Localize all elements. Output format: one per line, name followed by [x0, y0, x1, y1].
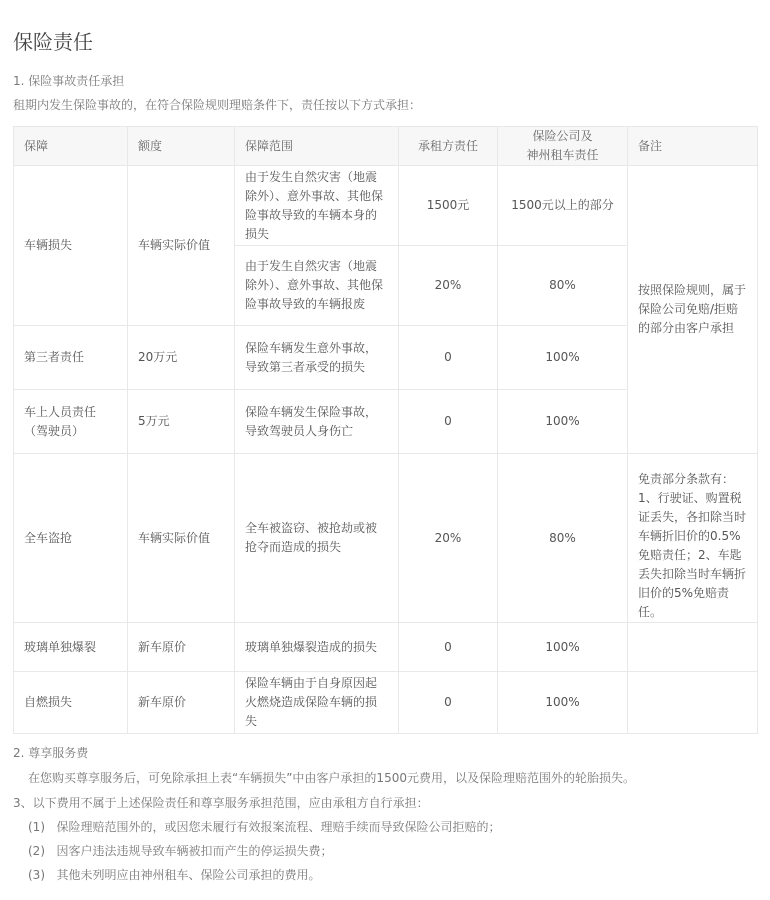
header-insurer	[498, 127, 628, 166]
cell-limit: 5万元	[128, 390, 235, 454]
cell-scope: 保险车辆由于自身原因起火燃烧造成保险车辆的损失	[235, 672, 399, 734]
cell-renter: 20%	[399, 246, 498, 326]
cell-insurer: 100%	[498, 390, 628, 454]
cell-note-empty	[628, 623, 758, 672]
cell-note-empty	[628, 672, 758, 734]
section2-heading: 2. 尊享服务费	[13, 746, 89, 760]
table-row	[14, 166, 758, 246]
cell-insurer: 80%	[498, 454, 628, 623]
cell-limit: 20万元	[128, 326, 235, 390]
page-title: 保险责任	[13, 30, 93, 54]
cell-limit: 新车原价	[128, 672, 235, 734]
cell-coverage: 自燃损失	[14, 672, 128, 734]
header-note: 备注	[628, 127, 758, 166]
cell-limit: 车辆实际价值	[128, 166, 235, 326]
section3-item: (2) 因客户违法违规导致车辆被扣而产生的停运损失费；	[28, 844, 333, 858]
cell-limit: 车辆实际价值	[128, 454, 235, 623]
table-header-row	[14, 127, 758, 166]
cell-limit: 新车原价	[128, 623, 235, 672]
cell-renter: 1500元	[399, 166, 498, 246]
section3-item: (1) 保险理赔范围外的，或因您未履行有效报案流程、理赔手续而导致保险公司拒赔的；	[28, 820, 501, 834]
cell-scope: 由于发生自然灾害（地震除外）、意外事故、其他保险事故导致的车辆本身的损失	[235, 166, 399, 246]
cell-coverage: 第三者责任	[14, 326, 128, 390]
cell-coverage: 玻璃单独爆裂	[14, 623, 128, 672]
cell-renter: 20%	[399, 454, 498, 623]
section3-heading: 3、以下费用不属于上述保险责任和尊享服务承担范围，应由承租方自行承担：	[13, 796, 429, 810]
cell-insurer: 1500元以上的部分	[498, 166, 628, 246]
cell-coverage: 车辆损失	[14, 166, 128, 326]
section2-body: 在您购买尊享服务后，可免除承担上表“车辆损失”中由客户承担的1500元费用，以及保险理赔范围外的轮胎损失。	[28, 771, 635, 785]
cell-insurer: 80%	[498, 246, 628, 326]
header-coverage: 保障	[14, 127, 128, 166]
header-renter: 承租方责任	[399, 127, 498, 166]
insurance-table	[13, 126, 758, 734]
cell-scope: 保险车辆发生保险事故，导致驾驶员人身伤亡	[235, 390, 399, 454]
cell-scope: 全车被盗窃、被抢劫或被抢夺而造成的损失	[235, 454, 399, 623]
cell-insurer: 100%	[498, 623, 628, 672]
cell-insurer: 100%	[498, 672, 628, 734]
header-insurer-line1: 保险公司及	[532, 129, 593, 143]
section3-item: (3) 其他未列明应由神州租车、保险公司承担的费用。	[28, 868, 321, 882]
table-row	[14, 454, 758, 623]
header-limit: 额度	[128, 127, 235, 166]
cell-coverage: 车上人员责任（驾驶员）	[14, 390, 128, 454]
header-insurer-line2: 神州租车责任	[526, 148, 599, 162]
cell-scope: 玻璃单独爆裂造成的损失	[235, 623, 399, 672]
header-scope: 保障范围	[235, 127, 399, 166]
cell-renter: 0	[399, 672, 498, 734]
cell-coverage: 全车盗抢	[14, 454, 128, 623]
section1-heading: 1. 保险事故责任承担	[13, 74, 125, 88]
cell-shared-note: 按照保险规则，属于保险公司免赔/拒赔的部分由客户承担	[628, 166, 758, 454]
table-row	[14, 623, 758, 672]
section1-intro: 租期内发生保险事故的，在符合保险规则理赔条件下，责任按以下方式承担：	[13, 98, 422, 112]
cell-renter: 0	[399, 326, 498, 390]
cell-renter: 0	[399, 390, 498, 454]
cell-renter: 0	[399, 623, 498, 672]
cell-note: 免责部分条款有： 1、行驶证、购置税证丢失，各扣除当时车辆折旧价的0.5%免赔责任；2、车匙丢失扣除当时车辆折旧价的5%免赔责任。	[628, 454, 758, 623]
cell-scope: 由于发生自然灾害（地震除外）、意外事故、其他保险事故导致的车辆报废	[235, 246, 399, 326]
cell-scope: 保险车辆发生意外事故，导致第三者承受的损失	[235, 326, 399, 390]
cell-insurer: 100%	[498, 326, 628, 390]
table-row	[14, 672, 758, 734]
